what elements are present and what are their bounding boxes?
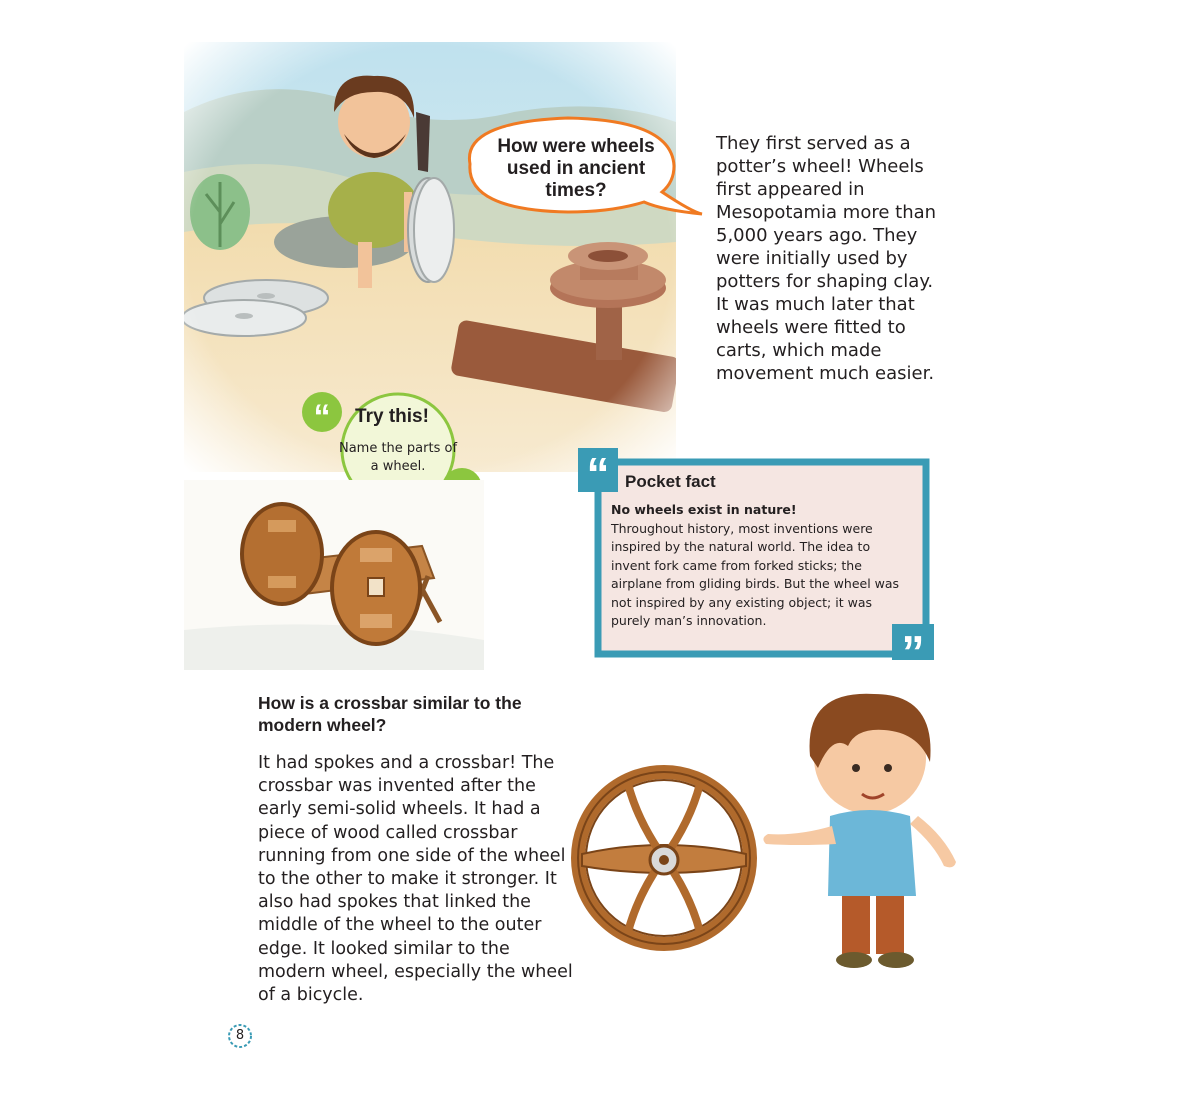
try-this-body: Name the parts of a wheel. — [338, 441, 458, 474]
svg-text:“: “ — [313, 398, 331, 436]
try-this-title: Try this! — [355, 406, 429, 427]
bubble-question: How were wheels used in ancient times? — [497, 136, 655, 201]
answer-paragraph: They first served as a potter’s wheel! Wheels first appeared in Mesopotamia more than 5,000 years ago. They were initially used by potters for shaping clay. It was much later that wheels were fitted to carts, which made movement much easier. — [716, 133, 937, 384]
cart-illustration — [184, 480, 484, 670]
boy-illustration — [758, 676, 978, 976]
spoked-wheel-illustration — [568, 762, 760, 954]
cart-wheel-front — [332, 532, 420, 644]
quote-open-icon — [302, 392, 342, 436]
cart-wheel-back — [242, 504, 322, 604]
svg-text:”: ” — [901, 626, 925, 662]
pocket-fact-body: Throughout history, most inventions were inspired by the natural world. The idea to invent fork came from forked sticks; the airplane from gliding birds. But the wheel was not inspired by any existing object; it was purely man’s innovation. — [611, 521, 900, 629]
pocket-fact-subtitle: No wheels exist in nature! — [611, 502, 797, 517]
section2-answer: It had spokes and a crossbar! The crossbar was invented after the early semi-solid wheels. It had a piece of wood called crossbar running from one side of the wheel to the other to make it stronger. It also had spokes that linked the middle of the wheel to the outer edge. It looked similar to the modern wheel, especially the wheel of a bicycle. — [258, 753, 573, 1006]
section2-question: How is a crossbar similar to the modern wheel? — [258, 693, 522, 735]
page-number: 8 — [235, 1028, 245, 1043]
pocket-fact-title: Pocket fact — [625, 472, 716, 491]
svg-text:“: “ — [586, 448, 610, 500]
